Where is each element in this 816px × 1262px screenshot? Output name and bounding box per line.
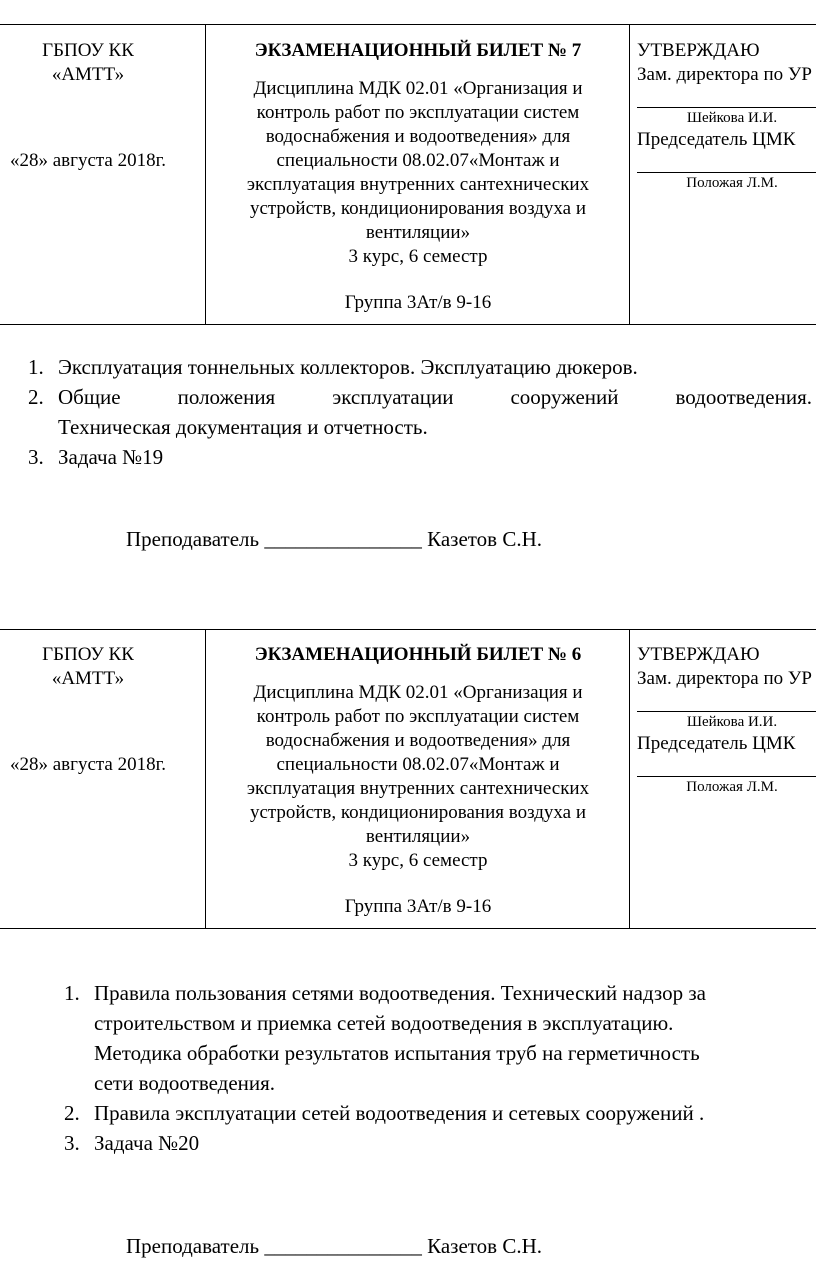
question-text: Эксплуатация тоннельных коллекторов. Эксплуатацию дюкеров.	[58, 355, 638, 379]
question-item	[28, 442, 812, 472]
org-name: ГБПОУ КК	[42, 40, 134, 61]
teacher-signature: Преподаватель _______________ Казетов С.Н.	[126, 1234, 543, 1258]
org-block	[0, 39, 206, 173]
chair-title: Председатель ЦМК	[637, 733, 796, 754]
question-text: строительством и приемка сетей водоотведения в эксплуатацию.	[94, 1011, 674, 1035]
chair-title: Председатель ЦМК	[637, 129, 796, 150]
discipline-line: Дисциплина МДК 02.01 «Организация и	[253, 682, 583, 703]
discipline-line: эксплуатация внутренних сантехнических	[246, 778, 590, 799]
ticket-header	[0, 629, 816, 929]
approval-block	[637, 39, 816, 193]
discipline-text	[208, 681, 628, 873]
approval-block	[637, 643, 816, 797]
question-item	[64, 1098, 816, 1128]
approve-label: УТВЕРЖДАЮ	[637, 644, 760, 665]
question-item	[64, 978, 816, 1098]
course-semester: 3 курс, 6 семестр	[348, 246, 488, 267]
column-divider	[629, 630, 630, 928]
question-number: 3.	[28, 445, 44, 469]
discipline-line: вентиляции»	[365, 222, 471, 243]
deputy-title: Зам. директора по УР	[637, 64, 812, 85]
course-semester: 3 курс, 6 семестр	[348, 850, 488, 871]
org-abbr: «АМТТ»	[51, 668, 125, 689]
question-number: 1.	[64, 981, 80, 1005]
question-item	[28, 352, 812, 382]
discipline-line: специальности 08.02.07«Монтаж и	[276, 150, 560, 171]
ticket-title: ЭКЗАМЕНАЦИОННЫЙ БИЛЕТ № 7	[254, 40, 582, 61]
discipline-line: специальности 08.02.07«Монтаж и	[276, 754, 560, 775]
deputy-signature-name: Шейкова И.И.	[637, 711, 816, 732]
column-divider	[629, 25, 630, 324]
question-text: сети водоотведения.	[94, 1071, 276, 1095]
question-item	[28, 382, 812, 442]
question-number: 2.	[64, 1101, 80, 1125]
question-list	[64, 978, 816, 1158]
deputy-signature-name: Шейкова И.И.	[637, 107, 816, 128]
discipline-line: водоснабжения и водоотведения» для	[265, 730, 571, 751]
question-list	[28, 352, 812, 472]
org-block	[0, 643, 206, 777]
question-text: Правила эксплуатации сетей водоотведения и сетевых сооружений .	[94, 1101, 705, 1125]
question-number: 2.	[28, 385, 44, 409]
question-text: Методика обработки результатов испытания труб на герметичность	[94, 1041, 700, 1065]
discipline-line: контроль работ по эксплуатации систем	[256, 706, 580, 727]
discipline-line: эксплуатация внутренних сантехнических	[246, 174, 590, 195]
ticket-info	[208, 643, 628, 919]
ticket-date: «28» августа 2018г.	[10, 754, 166, 775]
discipline-line: устройств, кондиционирования воздуха и	[249, 198, 587, 219]
org-abbr: «АМТТ»	[51, 64, 125, 85]
teacher-signature: Преподаватель _______________ Казетов С.Н.	[126, 527, 543, 551]
org-name: ГБПОУ КК	[42, 644, 134, 665]
question-text: Общие положения эксплуатации сооружений водоотведения.	[58, 385, 812, 409]
discipline-text	[208, 77, 628, 269]
group-label: Группа 3Ат/в 9-16	[344, 896, 492, 917]
discipline-line: контроль работ по эксплуатации систем	[256, 102, 580, 123]
discipline-line: водоснабжения и водоотведения» для	[265, 126, 571, 147]
deputy-title: Зам. директора по УР	[637, 668, 812, 689]
chair-signature-name: Положая Л.М.	[637, 776, 816, 797]
discipline-line: устройств, кондиционирования воздуха и	[249, 802, 587, 823]
question-text: Задача №20	[94, 1131, 200, 1155]
question-text: Техническая документация и отчетность.	[58, 415, 428, 439]
group-label: Группа 3Ат/в 9-16	[344, 292, 492, 313]
question-number: 3.	[64, 1131, 80, 1155]
discipline-line: вентиляции»	[365, 826, 471, 847]
question-text: Правила пользования сетями водоотведения. Технический надзор за	[94, 981, 706, 1005]
chair-signature-name: Положая Л.М.	[637, 172, 816, 193]
ticket-header	[0, 24, 816, 325]
ticket-date: «28» августа 2018г.	[10, 150, 166, 171]
ticket-title: ЭКЗАМЕНАЦИОННЫЙ БИЛЕТ № 6	[254, 644, 582, 665]
ticket-info	[208, 39, 628, 315]
question-text: Задача №19	[58, 445, 164, 469]
approve-label: УТВЕРЖДАЮ	[637, 40, 760, 61]
question-item	[64, 1128, 816, 1158]
question-number: 1.	[28, 355, 44, 379]
discipline-line: Дисциплина МДК 02.01 «Организация и	[253, 78, 583, 99]
